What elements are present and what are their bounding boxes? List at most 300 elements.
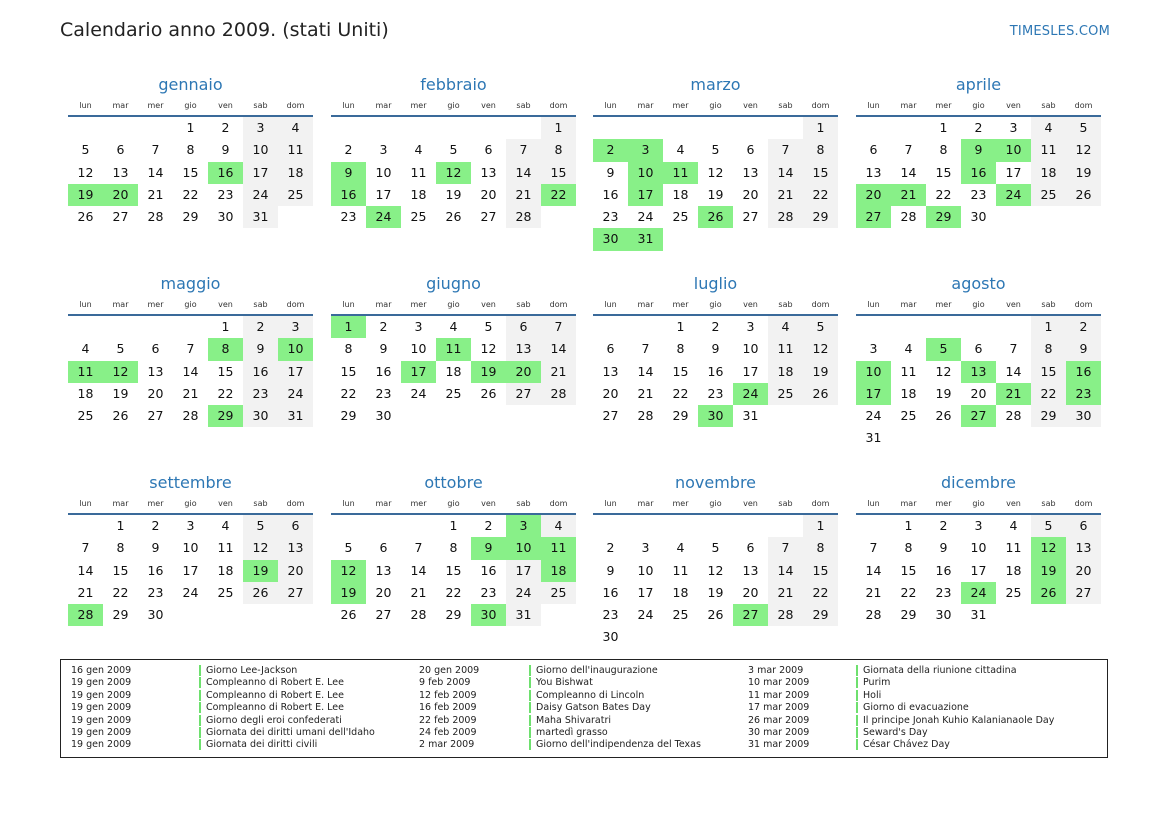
empty-cell	[663, 515, 698, 537]
weekday-label: sab	[778, 300, 793, 309]
empty-cell	[733, 515, 768, 537]
weekday-label: lun	[604, 499, 617, 508]
day-cell: 26	[480, 385, 497, 401]
day-cell: 9	[1066, 338, 1101, 360]
day-cell: 10	[970, 540, 987, 556]
day-cell: 27	[480, 209, 497, 225]
day-cell: 30	[147, 607, 164, 623]
day-cell: 31	[243, 206, 278, 228]
day-cell: 26	[243, 582, 278, 604]
day-cell: 28	[900, 209, 917, 225]
weekday-label: dom	[811, 101, 830, 110]
weekday-label: dom	[286, 499, 305, 508]
day-cell: 4	[449, 319, 458, 334]
day-cell: 8	[904, 540, 913, 556]
day-cell: 20	[742, 186, 759, 202]
holiday-day: 26	[698, 206, 733, 228]
weekday-header	[856, 297, 1101, 316]
day-cell: 13	[742, 562, 759, 578]
day-cell: 5	[484, 319, 493, 334]
weekday-label: ven	[743, 101, 758, 110]
weekday-label: mer	[935, 101, 952, 110]
holiday-day: 21	[996, 383, 1031, 405]
day-cell: 5	[803, 316, 838, 338]
weekday-label: dom	[549, 300, 568, 309]
day-cell: 3	[641, 540, 650, 556]
day-cell: 1	[449, 518, 458, 533]
weekday-label: mar	[112, 300, 129, 309]
day-cell: 25	[768, 383, 803, 405]
day-cell: 19	[935, 385, 952, 401]
day-cell: 4	[768, 316, 803, 338]
day-cell: 21	[77, 584, 94, 600]
day-cell: 15	[182, 164, 199, 180]
holiday-day: 27	[961, 405, 996, 427]
weekday-label: ven	[743, 300, 758, 309]
holiday-day: 17	[628, 184, 663, 206]
day-cell: 31	[278, 405, 313, 427]
day-cell: 1	[803, 515, 838, 537]
holiday-date: 26 mar 2009	[748, 714, 810, 726]
month-febbraio	[331, 74, 576, 228]
empty-cell	[768, 117, 803, 139]
day-cell: 17	[375, 186, 392, 202]
weekday-label: lun	[79, 101, 92, 110]
day-cell: 16	[707, 363, 724, 379]
day-cell: 11	[410, 164, 427, 180]
day-cell: 19	[112, 385, 129, 401]
holiday-day: 30	[471, 604, 506, 626]
day-cell: 18	[445, 363, 462, 379]
holiday-name: Compleanno di Robert E. Lee	[199, 677, 344, 688]
weekday-label: ven	[218, 101, 233, 110]
day-cell: 26	[803, 383, 838, 405]
day-cell: 14	[1005, 363, 1022, 379]
holiday-day: 19	[331, 582, 366, 604]
day-cell: 7	[641, 341, 650, 357]
day-cell: 28	[768, 206, 803, 228]
holiday-name: Giornata dei diritti umani dell'Idaho	[199, 727, 375, 738]
empty-cell	[68, 316, 103, 338]
day-cell: 5	[243, 515, 278, 537]
day-cell: 4	[676, 142, 685, 158]
weekday-header	[68, 496, 313, 515]
day-cell: 19	[1066, 162, 1101, 184]
day-cell: 13	[112, 164, 129, 180]
empty-cell	[366, 515, 401, 537]
day-cell: 22	[935, 186, 952, 202]
day-cell: 2	[939, 518, 948, 533]
day-cell: 25	[278, 184, 313, 206]
month-name: gennaio	[158, 75, 223, 94]
day-cell: 13	[1066, 537, 1101, 559]
day-cell: 5	[711, 540, 720, 556]
day-cell: 2	[379, 319, 388, 334]
weekday-label: sab	[778, 499, 793, 508]
day-cell: 14	[147, 164, 164, 180]
weekday-label: mar	[900, 300, 917, 309]
day-cell: 28	[1005, 408, 1022, 424]
day-cell: 24	[243, 184, 278, 206]
day-cell: 16	[147, 562, 164, 578]
holiday-name: Compleanno di Robert E. Lee	[199, 702, 344, 713]
day-cell: 5	[449, 142, 458, 158]
holiday-day: 27	[856, 206, 891, 228]
day-cell: 15	[217, 363, 234, 379]
weekday-label: mar	[900, 101, 917, 110]
day-cell: 26	[112, 408, 129, 424]
day-cell: 7	[768, 537, 803, 559]
day-cell: 1	[1031, 316, 1066, 338]
day-cell: 12	[803, 338, 838, 360]
empty-cell	[593, 117, 628, 139]
day-cell: 2	[711, 319, 720, 334]
day-cell: 3	[974, 518, 983, 533]
day-cell: 29	[340, 408, 357, 424]
day-cell: 15	[803, 560, 838, 582]
day-cell: 20	[375, 584, 392, 600]
weekday-label: dom	[1074, 499, 1093, 508]
holiday-date: 19 gen 2009	[71, 726, 132, 738]
weekday-label: dom	[286, 101, 305, 110]
weekday-label: sab	[516, 300, 531, 309]
weekday-label: gio	[972, 499, 985, 508]
day-cell: 2	[1066, 316, 1101, 338]
weekday-label: lun	[604, 101, 617, 110]
day-cell: 27	[506, 383, 541, 405]
day-cell: 2	[344, 142, 353, 158]
day-cell: 8	[676, 341, 685, 357]
day-cell: 1	[939, 120, 948, 135]
day-cell: 14	[768, 560, 803, 582]
day-cell: 5	[344, 540, 353, 556]
month-gennaio	[68, 74, 313, 228]
holiday-date: 20 gen 2009	[419, 665, 480, 676]
day-cell: 6	[869, 142, 878, 158]
month-agosto	[856, 273, 1101, 450]
month-name: settembre	[149, 473, 232, 492]
day-cell: 26	[445, 209, 462, 225]
holiday-day: 27	[733, 604, 768, 626]
day-cell: 30	[375, 408, 392, 424]
weekday-label: ven	[1006, 499, 1021, 508]
day-cell: 18	[1005, 562, 1022, 578]
day-cell: 3	[186, 518, 195, 533]
day-cell: 18	[900, 385, 917, 401]
weekday-label: gio	[184, 300, 197, 309]
holiday-name: Compleanno di Lincoln	[529, 690, 644, 701]
day-cell: 6	[278, 515, 313, 537]
holiday-name: Giorno Lee-Jackson	[199, 665, 297, 676]
day-cell: 26	[1066, 184, 1101, 206]
day-cell: 25	[1005, 584, 1022, 600]
day-cell: 19	[445, 186, 462, 202]
holiday-date: 9 feb 2009	[419, 677, 471, 689]
day-cell: 28	[541, 383, 576, 405]
day-cell: 12	[707, 562, 724, 578]
weekday-label: mer	[935, 499, 952, 508]
day-cell: 24	[278, 383, 313, 405]
day-cell: 27	[1066, 582, 1101, 604]
holiday-day: 1	[331, 316, 366, 338]
day-cell: 17	[1005, 164, 1022, 180]
holiday-day: 29	[208, 405, 243, 427]
day-cell: 29	[803, 206, 838, 228]
weekday-label: mer	[410, 101, 427, 110]
weekday-label: mer	[935, 300, 952, 309]
weekday-label: lun	[79, 499, 92, 508]
weekday-label: dom	[1074, 101, 1093, 110]
day-cell: 15	[900, 562, 917, 578]
day-cell: 10	[243, 139, 278, 161]
day-cell: 22	[803, 582, 838, 604]
day-cell: 14	[506, 162, 541, 184]
holiday-day: 16	[961, 162, 996, 184]
month-ottobre	[331, 472, 576, 626]
weekday-header	[331, 496, 576, 515]
weekday-label: gio	[447, 300, 460, 309]
day-cell: 6	[746, 142, 755, 158]
weekday-label: gio	[184, 499, 197, 508]
day-cell: 18	[410, 186, 427, 202]
weekday-label: dom	[1074, 300, 1093, 309]
empty-cell	[173, 316, 208, 338]
empty-cell	[68, 117, 103, 139]
holiday-date: 19 gen 2009	[71, 702, 132, 714]
day-cell: 9	[243, 338, 278, 360]
holiday-name: Holi	[856, 690, 881, 701]
day-cell: 17	[182, 562, 199, 578]
weekday-label: mar	[900, 499, 917, 508]
weekday-label: lun	[342, 300, 355, 309]
holiday-name: You Bishwat	[529, 677, 593, 688]
day-cell: 28	[147, 209, 164, 225]
weekday-label: gio	[972, 300, 985, 309]
day-cell: 24	[410, 385, 427, 401]
day-cell: 11	[278, 139, 313, 161]
month-settembre	[68, 472, 313, 626]
weekday-label: mer	[672, 101, 689, 110]
day-cell: 4	[676, 540, 685, 556]
weekday-label: sab	[253, 300, 268, 309]
holiday-name: Daisy Gatson Bates Day	[529, 702, 651, 713]
day-cell: 16	[243, 361, 278, 383]
holiday-name: Compleanno di Robert E. Lee	[199, 690, 344, 701]
weekday-label: mar	[637, 300, 654, 309]
empty-cell	[698, 515, 733, 537]
empty-cell	[663, 117, 698, 139]
day-cell: 21	[147, 186, 164, 202]
holiday-day: 8	[208, 338, 243, 360]
month-name: febbraio	[420, 75, 487, 94]
day-cell: 30	[602, 629, 619, 645]
month-name: dicembre	[940, 473, 1017, 492]
weekday-label: ven	[743, 499, 758, 508]
day-cell: 13	[506, 338, 541, 360]
weekday-label: dom	[286, 300, 305, 309]
day-cell: 16	[935, 562, 952, 578]
day-cell: 4	[81, 341, 90, 357]
holiday-day: 29	[926, 206, 961, 228]
day-cell: 3	[746, 319, 755, 334]
day-cell: 23	[602, 607, 619, 623]
day-cell: 15	[541, 162, 576, 184]
day-cell: 24	[637, 607, 654, 623]
day-cell: 10	[742, 341, 759, 357]
day-cell: 9	[606, 164, 615, 180]
day-cell: 8	[449, 540, 458, 556]
day-cell: 6	[151, 341, 160, 357]
holiday-name: Purim	[856, 677, 890, 688]
day-grid	[856, 515, 1101, 626]
day-cell: 16	[602, 584, 619, 600]
day-cell: 27	[602, 408, 619, 424]
empty-cell	[628, 117, 663, 139]
weekday-header	[593, 98, 838, 117]
day-cell: 21	[768, 184, 803, 206]
day-cell: 23	[217, 186, 234, 202]
holiday-name: Giorno degli eroi confederati	[199, 715, 342, 726]
holiday-day: 11	[436, 338, 471, 360]
day-cell: 6	[1066, 515, 1101, 537]
page-title: Calendario anno 2009. (stati Uniti)	[60, 19, 389, 41]
day-cell: 1	[186, 120, 195, 135]
weekday-label: mer	[147, 499, 164, 508]
weekday-label: lun	[867, 499, 880, 508]
day-grid	[593, 316, 838, 427]
day-cell: 7	[768, 139, 803, 161]
day-cell: 14	[182, 363, 199, 379]
day-cell: 14	[77, 562, 94, 578]
brand-logo[interactable]: TIMESLES.COM	[1009, 24, 1110, 39]
month-novembre	[593, 472, 838, 649]
holiday-day: 28	[68, 604, 103, 626]
weekday-label: mar	[112, 101, 129, 110]
weekday-label: mar	[375, 101, 392, 110]
day-cell: 30	[1066, 405, 1101, 427]
day-cell: 21	[506, 184, 541, 206]
holiday-day: 3	[628, 139, 663, 161]
day-cell: 25	[672, 607, 689, 623]
month-name: ottobre	[424, 473, 483, 492]
weekday-label: ven	[481, 499, 496, 508]
holiday-day: 10	[278, 338, 313, 360]
weekday-header	[68, 98, 313, 117]
day-cell: 7	[541, 316, 576, 338]
day-cell: 26	[77, 209, 94, 225]
day-cell: 16	[480, 562, 497, 578]
day-cell: 8	[541, 139, 576, 161]
weekday-label: mer	[672, 300, 689, 309]
day-cell: 13	[480, 164, 497, 180]
day-cell: 13	[865, 164, 882, 180]
day-grid	[331, 316, 576, 427]
day-grid	[68, 316, 313, 427]
holiday-name: Giornata dei diritti civili	[199, 739, 317, 750]
holiday-day: 22	[541, 184, 576, 206]
holiday-day: 10	[506, 537, 541, 559]
day-cell: 12	[1066, 139, 1101, 161]
holiday-date: 31 mar 2009	[748, 739, 810, 751]
day-cell: 23	[480, 584, 497, 600]
weekday-label: mer	[672, 499, 689, 508]
day-cell: 25	[445, 385, 462, 401]
day-grid	[331, 117, 576, 228]
weekday-label: gio	[184, 101, 197, 110]
day-cell: 1	[221, 319, 230, 334]
day-cell: 12	[707, 164, 724, 180]
empty-cell	[628, 515, 663, 537]
day-cell: 31	[865, 430, 882, 446]
weekday-label: dom	[811, 499, 830, 508]
empty-cell	[103, 117, 138, 139]
day-cell: 7	[506, 139, 541, 161]
day-cell: 15	[935, 164, 952, 180]
day-cell: 22	[1031, 383, 1066, 405]
month-name: aprile	[955, 75, 1002, 94]
day-cell: 10	[410, 341, 427, 357]
day-cell: 27	[112, 209, 129, 225]
day-cell: 9	[711, 341, 720, 357]
day-cell: 7	[81, 540, 90, 556]
month-aprile	[856, 74, 1101, 228]
day-cell: 2	[151, 518, 160, 533]
month-name: agosto	[951, 274, 1006, 293]
day-cell: 18	[1031, 162, 1066, 184]
day-cell: 19	[803, 361, 838, 383]
day-cell: 21	[768, 582, 803, 604]
holiday-day: 19	[243, 560, 278, 582]
day-cell: 13	[375, 562, 392, 578]
day-cell: 25	[1031, 184, 1066, 206]
empty-cell	[68, 515, 103, 537]
holiday-day: 10	[628, 162, 663, 184]
weekday-label: sab	[1041, 499, 1056, 508]
empty-cell	[961, 316, 996, 338]
holiday-day: 11	[68, 361, 103, 383]
holiday-day: 18	[541, 560, 576, 582]
day-cell: 8	[1031, 338, 1066, 360]
day-cell: 18	[768, 361, 803, 383]
day-cell: 4	[278, 117, 313, 139]
day-cell: 5	[116, 341, 125, 357]
holiday-day: 11	[541, 537, 576, 559]
empty-cell	[366, 117, 401, 139]
day-cell: 28	[865, 607, 882, 623]
holiday-day: 9	[961, 139, 996, 161]
day-cell: 31	[970, 607, 987, 623]
weekday-label: dom	[549, 499, 568, 508]
day-cell: 5	[711, 142, 720, 158]
weekday-label: mar	[375, 499, 392, 508]
holiday-day: 30	[593, 228, 628, 250]
day-cell: 6	[379, 540, 388, 556]
day-cell: 22	[340, 385, 357, 401]
day-cell: 9	[221, 142, 230, 158]
day-cell: 19	[707, 584, 724, 600]
holiday-date: 22 feb 2009	[419, 714, 477, 726]
holiday-date: 19 gen 2009	[71, 677, 132, 689]
weekday-label: gio	[709, 300, 722, 309]
day-cell: 28	[637, 408, 654, 424]
empty-cell	[926, 316, 961, 338]
day-grid	[856, 316, 1101, 450]
day-cell: 7	[414, 540, 423, 556]
day-cell: 16	[602, 186, 619, 202]
day-cell: 12	[935, 363, 952, 379]
empty-cell	[698, 117, 733, 139]
empty-cell	[996, 316, 1031, 338]
